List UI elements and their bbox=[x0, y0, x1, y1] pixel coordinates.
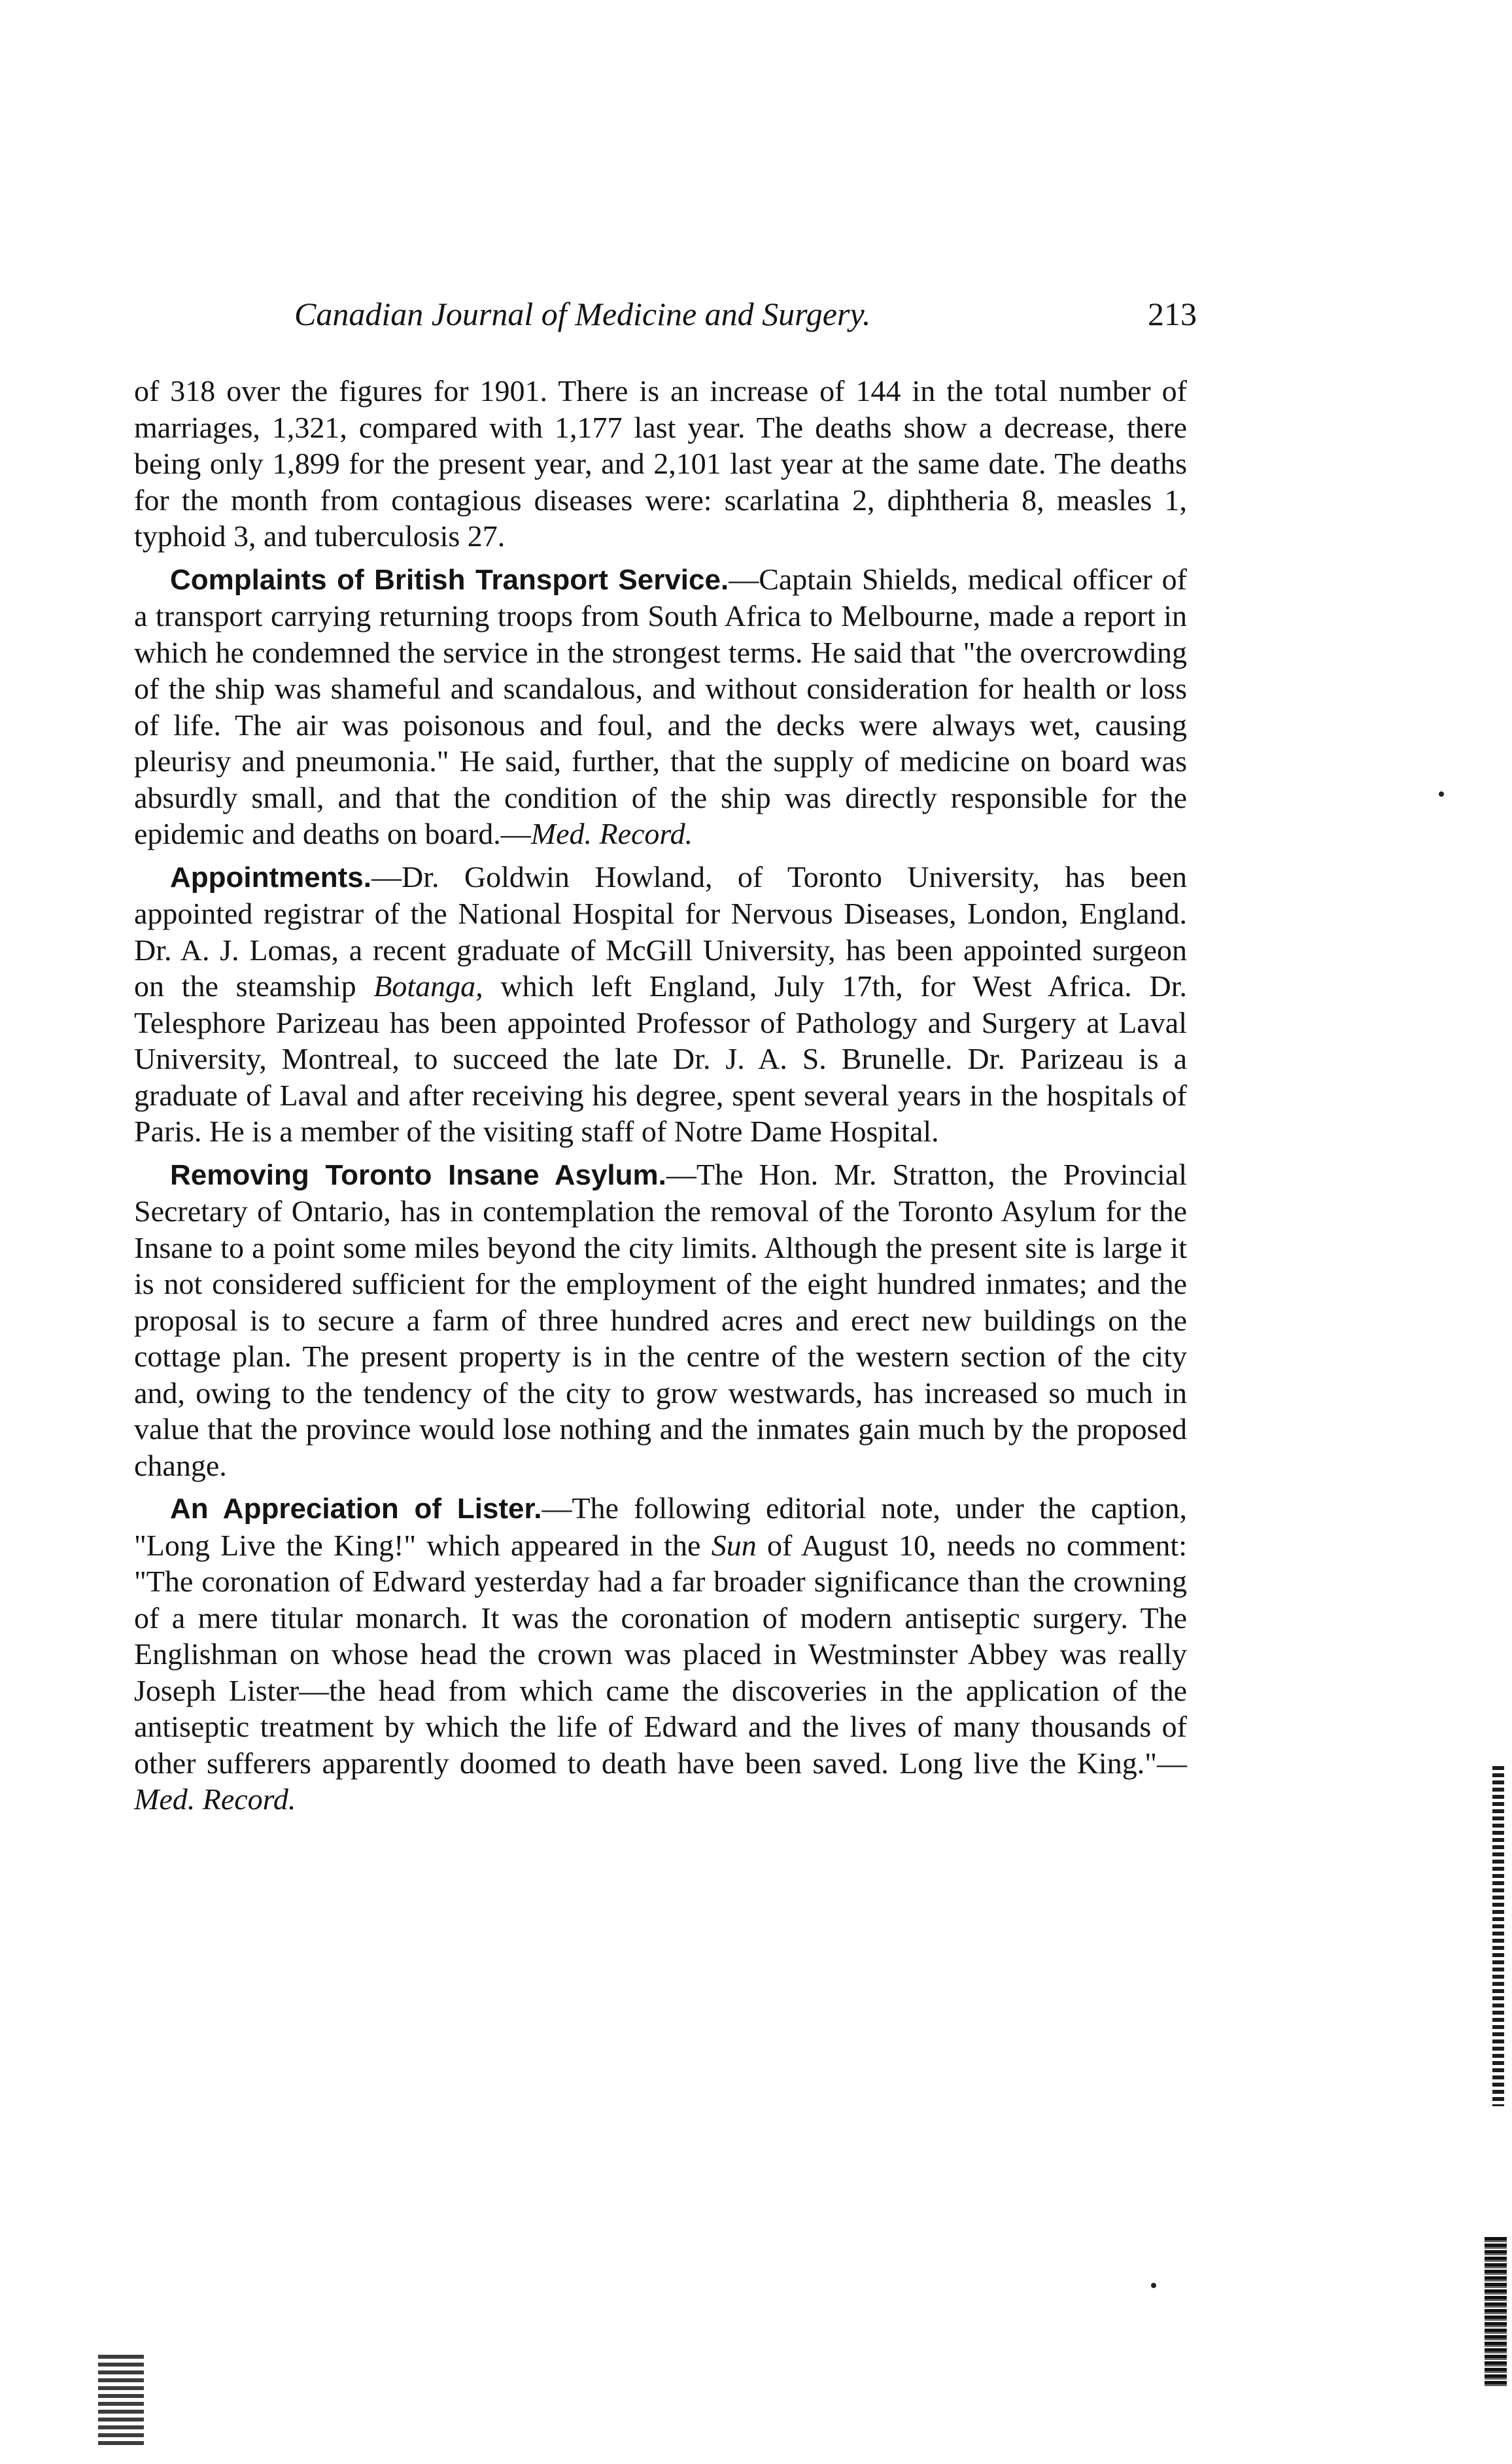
section-text-cont: which left England, July 17th, for West Africa. Dr. Telesphore Parizeau has been appointed Professor of Pathology and Surgery at Laval University, Montreal, to succeed the late Dr. J. A. S. Brunelle. Dr. Parizeau is a graduate of Laval and after receiving his degree, spent several years in the hospitals of Paris. He is a member of the visiting staff of Notre Dame Hospital. bbox=[134, 969, 1187, 1148]
page-number: 213 bbox=[1148, 296, 1197, 332]
continued-paragraph: of 318 over the figures for 1901. There is an increase of 144 in the total number of marriages, 1,321, compared with 1,177 last year. The deaths show a decrease, there being only 1,899 for the present year, and 2,101 last year at the same date. The deaths for the month from contagious diseases were: scarlatina 2, diphtheria 8, measles 1, typhoid 3, and tuberculosis 27. bbox=[134, 374, 1187, 553]
scan-speck bbox=[1151, 2283, 1156, 2288]
section-heading: Appointments. bbox=[170, 861, 371, 894]
section-text: —The following editorial note, under the caption, "Long Live the King!" which appeared in the bbox=[134, 1491, 1187, 1562]
section-text: —The Hon. Mr. Stratton, the Provincial Secretary of Ontario, has in contemplation the removal of the Toronto Asylum for the Insane to a point some miles beyond the city limits. Although the present site is large it is not considered sufficient for the employment of the eight hundred inmates; and the proposal is to secure a farm of three hundred acres and erect new buildings on the cottage plan. The present property is in the centre of the western section of the city and, owing to the tendency of the city to grow westwards, has increased so much in value that the province would lose nothing and the inmates gain much by the proposed change. bbox=[134, 1157, 1187, 1482]
scan-edge-mark bbox=[1485, 2237, 1507, 2387]
section-transport-complaints bbox=[134, 561, 1187, 852]
section-asylum bbox=[134, 1156, 1187, 1484]
section-text: —Captain Shields, medical officer of a transport carrying returning troops from South Africa to Melbourne, made a report in which he condemned the service in the strongest terms. He said that "the overcrowding of the ship was shameful and scandalous, and without consideration for health or loss of life. The air was poisonous and foul, and the decks were always wet, causing pleurisy and pneumonia." He said, further, that the supply of medicine on board was absurdly small, and that the condition of the ship was directly responsible for the epidemic and deaths on board.— bbox=[134, 562, 1187, 850]
source-citation: Med. Record. bbox=[530, 817, 693, 850]
newspaper-name: Sun bbox=[711, 1528, 757, 1562]
scan-corner-mark bbox=[98, 2355, 144, 2446]
section-lister bbox=[134, 1490, 1187, 1818]
section-appointments bbox=[134, 859, 1187, 1150]
section-text-cont: of August 10, needs no comment: "The coronation of Edward yesterday had a far broader significance than the crowning of a mere titular monarch. It was the coronation of modern antiseptic surgery. The Englishman on whose head the crown was placed in Westminster Abbey was really Joseph Lister—the head from which came the discoveries in the application of the antiseptic treatment by which the life of Edward and the lives of many thousands of other sufferers apparently doomed to death have been saved. Long live the King."— bbox=[134, 1528, 1187, 1780]
ship-name: Botanga, bbox=[373, 969, 483, 1003]
source-citation: Med. Record. bbox=[134, 1782, 296, 1816]
scan-edge-mark bbox=[1492, 1766, 1504, 2106]
running-title: Canadian Journal of Medicine and Surgery. bbox=[294, 296, 871, 332]
section-heading: Removing Toronto Insane Asylum. bbox=[170, 1158, 666, 1191]
section-heading: Complaints of British Transport Service. bbox=[170, 563, 729, 596]
running-head bbox=[268, 288, 1197, 340]
section-text: —Dr. Goldwin Howland, of Toronto University, has been appointed registrar of the National Hospital for Nervous Diseases, London, England. Dr. A. J. Lomas, a recent graduate of McGill University, has been appointed surgeon on the steamship bbox=[134, 859, 1187, 1003]
section-heading: An Appreciation of Lister. bbox=[170, 1493, 542, 1525]
scan-speck bbox=[1439, 791, 1444, 797]
article-body bbox=[134, 373, 1187, 1824]
